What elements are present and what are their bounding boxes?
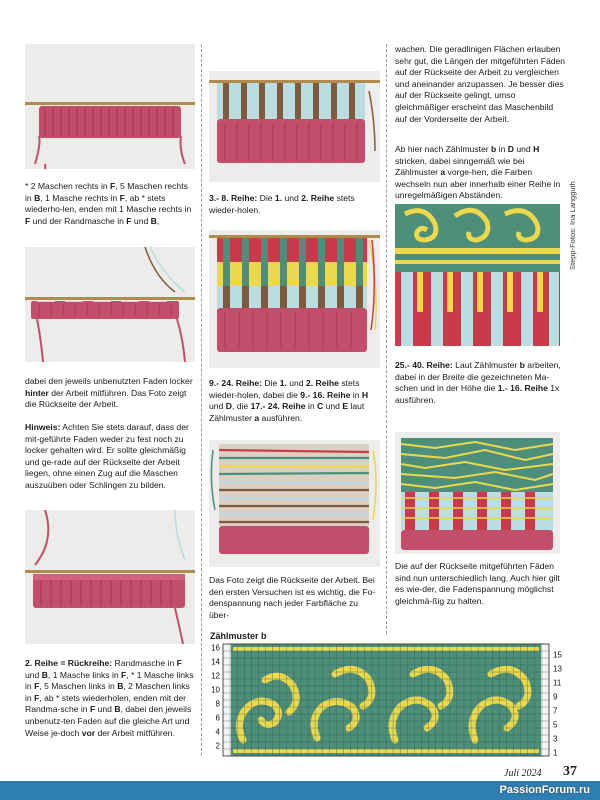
text-segment: D <box>225 401 232 412</box>
text-segment: F <box>34 681 40 692</box>
text-segment: und <box>286 378 306 388</box>
chart-b <box>205 640 575 762</box>
chart-row-label-right: 15 <box>553 650 562 660</box>
text-segment: und <box>25 669 42 680</box>
photo-step-3 <box>25 510 195 644</box>
text-segment: ausführen. <box>259 412 303 423</box>
text-segment: b <box>491 144 497 154</box>
text-segment: F <box>176 658 182 668</box>
text-segment: a <box>440 167 446 178</box>
photo-back-side-2 <box>395 432 560 554</box>
photo-credit: Stepp-Fotos: Ina Langguth <box>568 181 577 270</box>
rows-9-24-text <box>209 378 380 424</box>
text-segment: , <box>156 215 160 226</box>
chart-row-label-right: 3 <box>553 734 558 744</box>
text-segment: B <box>114 704 121 715</box>
text-segment: F <box>25 215 31 226</box>
text-segment: dabei den jeweils unbenutzten Faden locker <box>25 376 193 386</box>
text-segment: H <box>533 144 540 154</box>
text-segment: 2. Reihe <box>305 378 339 388</box>
text-segment: in <box>350 389 362 400</box>
text-segment: und <box>282 193 302 203</box>
chart-row-label-right: 11 <box>553 678 562 688</box>
chart-b-intro-text <box>395 144 567 202</box>
chart-title: Zählmuster b <box>210 631 267 641</box>
text-segment: Die <box>262 378 280 388</box>
chart-row-label-right: 9 <box>553 692 558 702</box>
text-segment: B <box>117 681 124 692</box>
chart-row-label-right: 13 <box>553 664 562 674</box>
chart-row-label-left: 10 <box>211 685 220 695</box>
watermark-bar <box>0 781 600 800</box>
text-segment: H <box>361 389 369 400</box>
text-segment: arbeiten, dabei in der Breite die gezeichneten Ma-schen und in der Höhe die <box>395 360 561 394</box>
text-segment: 1. <box>279 378 287 388</box>
text-segment: 2. Reihe = Rückreihe: <box>25 658 113 668</box>
text-segment: 17.- 24. Reihe <box>250 401 306 412</box>
flat-areas-text <box>395 44 567 125</box>
text-segment: F <box>110 181 116 191</box>
chart-row-label-left: 14 <box>211 657 220 667</box>
text-segment: Die auf der Rückseite mitgeführten Fäden sind nun unterschiedlich lang. Auch hier gilt es wie-der, die Fadenspannung möglichst gleichmä-ßig zu halten. <box>395 561 560 606</box>
text-segment: der Arbeit mitführen. Das Foto zeigt die Rückseite der Arbeit. <box>25 387 187 410</box>
hint-text <box>25 422 195 492</box>
text-segment: , 1 Masche rechts in <box>40 192 120 203</box>
column-divider-left <box>201 44 202 756</box>
rows-3-8-text <box>209 193 380 216</box>
photo-rows-25-40 <box>395 204 560 346</box>
chart-row-label-right: 5 <box>553 720 558 730</box>
text-segment: * 2 Maschen rechts in <box>25 181 111 191</box>
text-segment: laut Zählmuster <box>209 401 365 423</box>
step-2-text <box>25 376 195 411</box>
text-segment: E <box>342 401 349 412</box>
text-segment: und <box>323 401 343 412</box>
text-segment: a <box>254 412 260 423</box>
photo-step-2 <box>25 247 195 362</box>
text-segment: stets wieder-holen, dabei die <box>209 378 360 400</box>
rows-25-40-text <box>395 360 567 406</box>
text-segment: 9.- 24. Reihe: <box>209 378 263 388</box>
text-segment: der Arbeit mitführen. <box>95 727 175 738</box>
text-segment: und <box>209 401 226 412</box>
chart-row-label-left: 12 <box>211 671 220 681</box>
text-segment: F <box>34 692 40 703</box>
text-segment: hinter <box>25 387 49 398</box>
text-segment: , 2 Maschen links in <box>25 681 190 703</box>
text-segment: , ab * stets wiederho-len, enden mit 1 Masche rechts in <box>25 192 192 215</box>
chart-row-label-left: 2 <box>215 741 220 751</box>
text-segment: , 5 Maschen links in <box>39 681 118 692</box>
photo-rows-3-8 <box>209 71 380 182</box>
text-segment: Hinweis: <box>25 422 61 432</box>
text-segment: und <box>513 144 534 154</box>
text-segment: in <box>305 401 317 412</box>
text-segment: vor <box>81 727 96 738</box>
text-segment: stets wieder-holen. <box>209 193 355 215</box>
text-segment: 2. Reihe <box>301 193 335 203</box>
text-segment: F <box>121 669 127 680</box>
chart-row-label-left: 6 <box>215 713 220 723</box>
text-segment: B <box>150 215 157 226</box>
chart-row-label-right: 7 <box>553 706 558 716</box>
text-segment: 1x ausführen. <box>395 383 560 405</box>
text-segment: 1.- 16. Reihe <box>497 383 548 394</box>
text-segment: Laut Zählmuster <box>452 360 520 370</box>
row-2-text <box>25 658 195 739</box>
text-segment: F <box>89 704 96 715</box>
watermark-text: PassionForum.ru <box>499 784 590 796</box>
text-segment: und <box>131 215 151 226</box>
chart-row-label-left: 16 <box>211 643 220 653</box>
text-segment: b <box>519 360 525 370</box>
text-segment: , die <box>231 401 251 412</box>
chart-row-label-left: 4 <box>215 727 220 737</box>
text-segment: , 1 Masche links in <box>47 669 122 680</box>
text-segment: , 5 Maschen rechts in <box>25 181 188 203</box>
chart-row-label-left: 8 <box>215 699 220 709</box>
text-segment: B <box>34 192 41 203</box>
text-segment: B <box>41 669 48 680</box>
text-segment: 9.- 16. Reihe <box>300 389 351 400</box>
chart-row-label-right: 1 <box>553 748 558 758</box>
text-segment: Die <box>257 193 275 203</box>
text-segment: 3.- 8. Reihe: <box>209 193 258 203</box>
text-segment: und der Randmasche in <box>30 215 127 226</box>
text-segment: Achten Sie stets darauf, dass der mit-geführte Faden weder zu fest noch zu locker gehalten wird. Er sollte gleichmäßig und ge-rade auf der Rückseite der Arbeit liegen, ohne einen Zug auf die Maschen auszuüben oder Schlingen zu bilden. <box>25 422 189 490</box>
text-segment: Das Foto zeigt die Rückseite der Arbeit. Bei den ersten Versuchen ist es wichtig, die Fo-denspannung nach jeder Farbfläche zu über- <box>209 575 376 620</box>
text-segment: Ab hier nach Zählmuster <box>395 144 492 154</box>
text-segment: , dabei den jeweils unbenutz-ten Faden auf die gleiche Art und Weise je-doch <box>25 704 192 738</box>
text-segment: , ab * stets wiederholen, enden mit der Randma-sche in <box>25 692 186 715</box>
final-hint-text <box>395 561 567 607</box>
photo-step-1 <box>25 44 195 169</box>
footer-date: Juli 2024 <box>504 768 542 779</box>
step-1-text <box>25 181 195 227</box>
text-segment: wachen. Die geradlinigen Flächen erlauben sehr gut, die Längen der mitgeführten Fäden auf der Rückseite der Arbeit zu vergleichen und aneinander anzupassen. Je besser dies auf der Rückseite gelingt, umso gleichmäßiger erscheint das Maschenbild auf der Vorderseite der Arbeit. <box>395 44 566 124</box>
text-segment: F <box>126 215 132 226</box>
column-divider-right <box>386 44 387 634</box>
text-segment: Randmasche in <box>112 658 177 668</box>
text-segment: vorge-hen, die Farben wechseln nun aber innerhalb einer Reihe in unregelmäßigen Abständen. <box>395 167 561 201</box>
photo-rows-9-24 <box>209 230 380 368</box>
text-segment: 25.- 40. Reihe: <box>395 360 453 370</box>
text-segment: in <box>496 144 508 154</box>
text-segment: F <box>119 192 125 203</box>
page-number: 37 <box>563 764 577 779</box>
text-segment: und <box>95 704 115 715</box>
text-segment: C <box>317 401 324 412</box>
text-segment: stricken, dabei sinngemäß wie bei Zählmuster <box>395 155 525 178</box>
back-side-text <box>209 575 380 621</box>
text-segment: D <box>507 144 514 154</box>
text-segment: , * 1 Masche links in <box>25 669 194 692</box>
text-segment: 1. <box>274 193 283 203</box>
photo-back-side <box>209 440 380 567</box>
